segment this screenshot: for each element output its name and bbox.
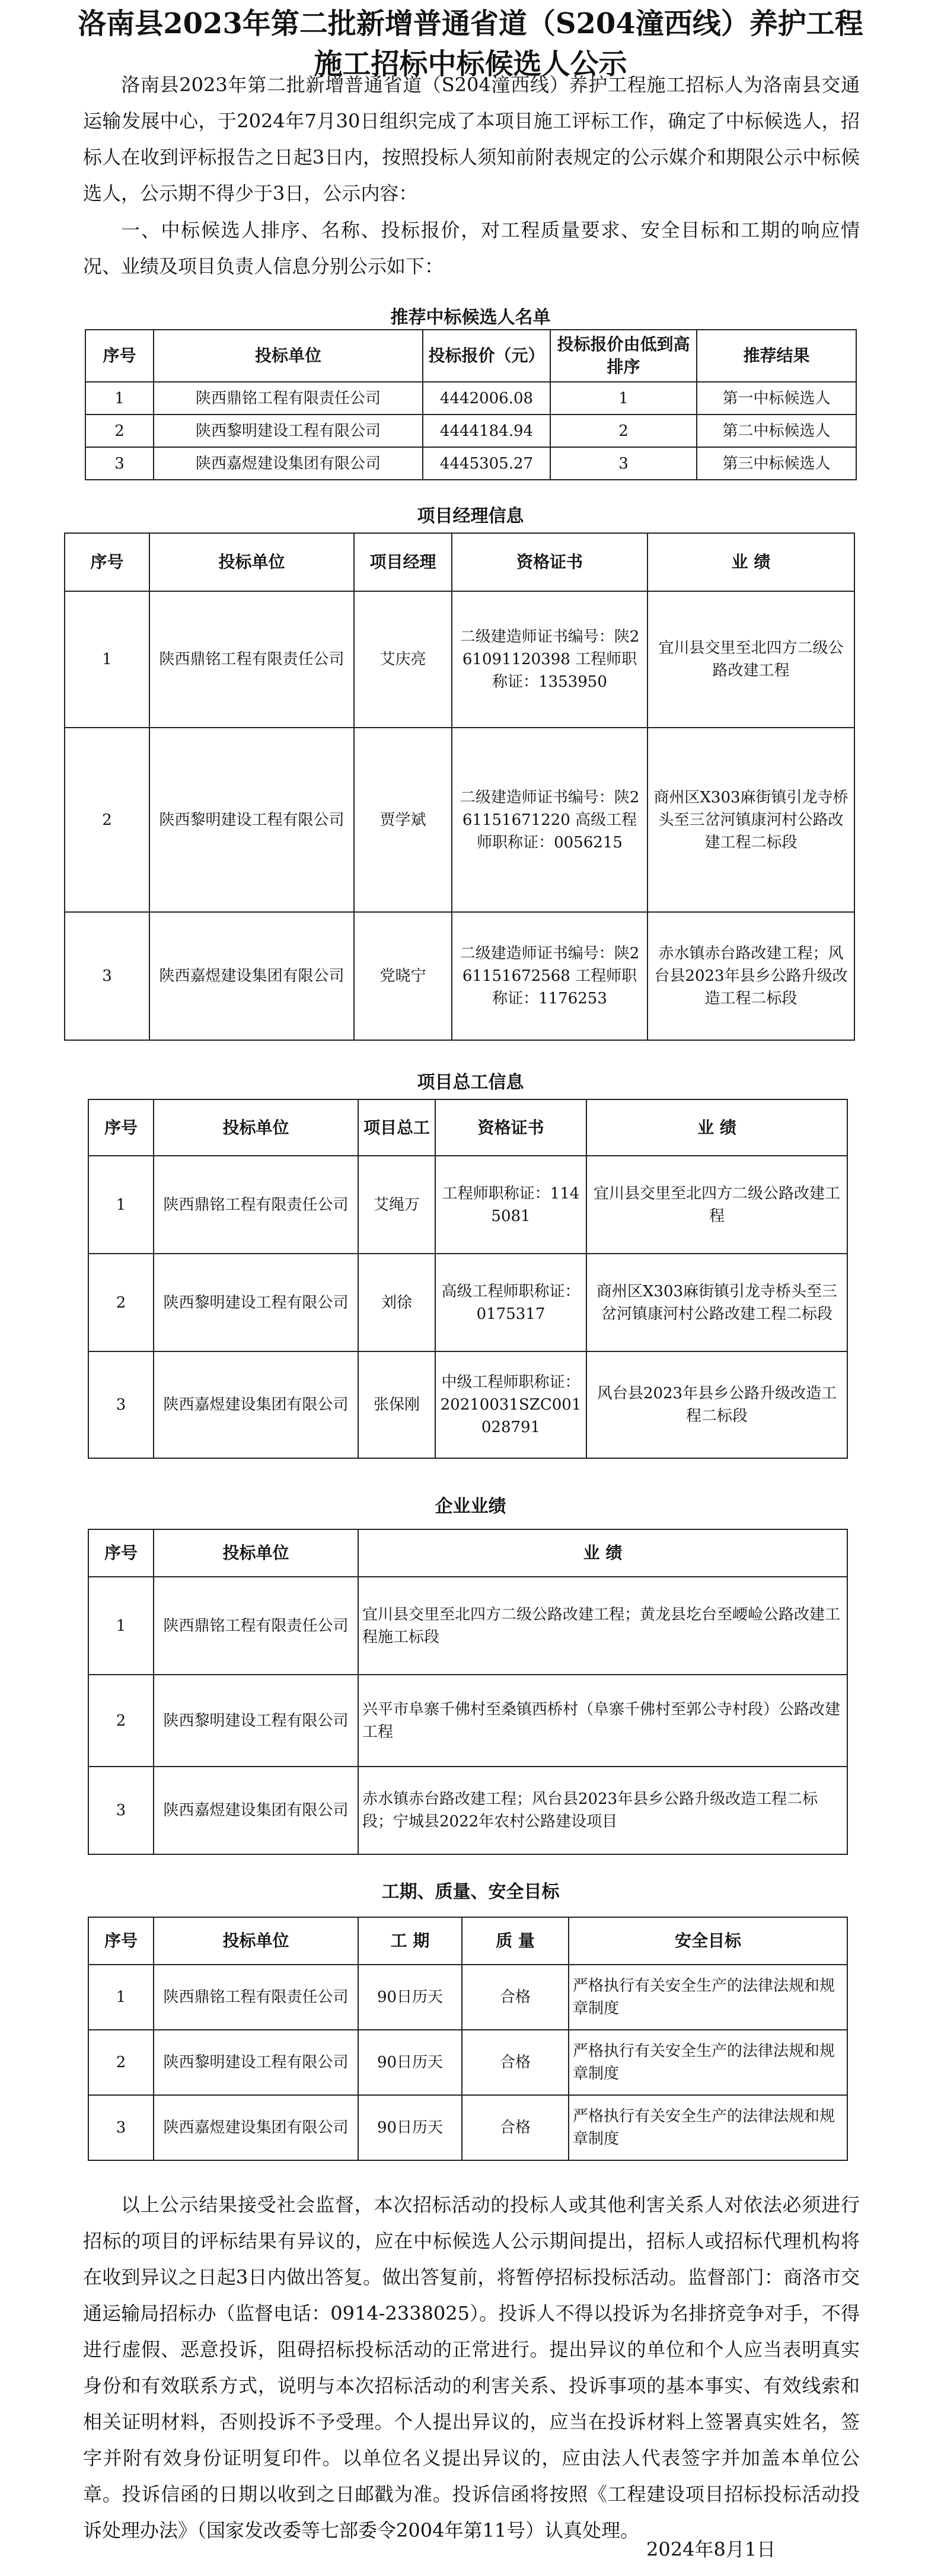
table-header-row <box>88 1917 847 1965</box>
table-cell: 商州区X303麻街镇引龙寺桥头至三岔河镇康河村公路改建工程二标段 <box>586 1254 847 1351</box>
table-cell: 兴平市阜寨千佛村至桑镇西桥村（阜寨千佛村至郭公寺村段）公路改建工程 <box>358 1675 847 1767</box>
col-header: 安全目标 <box>569 1917 847 1965</box>
table-cell: 陕西鼎铭工程有限责任公司 <box>149 591 354 728</box>
table-cell: 1 <box>85 382 154 415</box>
chief-engineer-table <box>88 1099 848 1459</box>
table-row <box>88 1767 847 1854</box>
table-cell: 2 <box>85 415 154 447</box>
table-cell: 2 <box>88 2030 154 2095</box>
table-cell: 二级建造师证书编号：陕261151672568 工程师职称证：1176253 <box>452 912 647 1040</box>
table-cell: 1 <box>88 1156 154 1254</box>
table-row <box>88 1351 847 1458</box>
candidate-table <box>85 329 857 480</box>
col-header: 资格证书 <box>452 533 647 591</box>
table-cell: 赤水镇赤台路改建工程；风台县2023年县乡公路升级改造工程二标段；宁城县2022年农村公路建设项目 <box>358 1767 847 1854</box>
table-cell: 第三中标候选人 <box>697 447 856 480</box>
col-header: 投标单位 <box>154 1099 358 1156</box>
table-cell: 二级建造师证书编号：陕261151671220 高级工程师职称证：0056215 <box>452 728 647 912</box>
table-cell: 4444184.94 <box>423 415 550 447</box>
table-cell: 刘徐 <box>358 1254 435 1351</box>
col-header: 序号 <box>88 1099 154 1156</box>
intro-paragraph-2: 一、中标候选人排序、名称、投标报价，对工程质量要求、安全目标和工期的响应情况、业绩及项目负责人信息分别公示如下： <box>83 219 860 278</box>
table-cell: 贾学斌 <box>354 728 452 912</box>
table-cell: 陕西嘉煜建设集团有限公司 <box>154 447 423 480</box>
col-header: 投标单位 <box>154 330 423 382</box>
table-cell: 严格执行有关安全生产的法律法规和规章制度 <box>569 2095 847 2160</box>
table-row <box>88 1965 847 2030</box>
table-cell: 二级建造师证书编号：陕261091120398 工程师职称证：1353950 <box>452 591 647 728</box>
table-cell: 90日历天 <box>358 2095 462 2160</box>
table-cell: 2 <box>88 1254 154 1351</box>
table-cell: 陕西鼎铭工程有限责任公司 <box>154 1156 358 1254</box>
table-row <box>85 415 856 447</box>
table-cell: 3 <box>88 1351 154 1458</box>
table-cell: 1 <box>88 1965 154 2030</box>
table5-caption: 工期、质量、安全目标 <box>381 1882 560 1902</box>
col-header: 投标报价（元） <box>423 330 550 382</box>
table-cell: 宜川县交里至北四方二级公路改建工程 <box>586 1156 847 1254</box>
col-header: 工 期 <box>358 1917 462 1965</box>
col-header: 业 绩 <box>647 533 854 591</box>
table-cell: 第二中标候选人 <box>697 415 856 447</box>
table-cell: 严格执行有关安全生产的法律法规和规章制度 <box>569 1965 847 2030</box>
table-cell: 陕西黎明建设工程有限公司 <box>149 728 354 912</box>
table-cell: 陕西黎明建设工程有限公司 <box>154 2030 358 2095</box>
table-cell: 合格 <box>462 2095 569 2160</box>
schedule-quality-safety-table <box>88 1917 848 2161</box>
col-header: 业 绩 <box>586 1099 847 1156</box>
col-header: 投标报价由低到高排序 <box>550 330 697 382</box>
manager-table <box>64 533 855 1041</box>
table-cell: 陕西嘉煜建设集团有限公司 <box>149 912 354 1040</box>
table-cell: 陕西黎明建设工程有限公司 <box>154 415 423 447</box>
table-cell: 陕西鼎铭工程有限责任公司 <box>154 1577 358 1675</box>
page-title-line1: 洛南县2023年第二批新增普通省道（S204潼西线）养护工程 <box>78 7 863 40</box>
table-row <box>65 591 854 728</box>
table-cell: 宜川县交里至北四方二级公路改建工程 <box>647 591 854 728</box>
table-cell: 1 <box>65 591 149 728</box>
table-cell: 第一中标候选人 <box>697 382 856 415</box>
table-cell: 张保刚 <box>358 1351 435 1458</box>
table-cell: 2 <box>65 728 149 912</box>
table-cell: 党晓宁 <box>354 912 452 1040</box>
table-cell: 1 <box>88 1577 154 1675</box>
col-header: 资格证书 <box>435 1099 586 1156</box>
col-header: 序号 <box>85 330 154 382</box>
col-header: 序号 <box>88 1917 154 1965</box>
table-cell: 风台县2023年县乡公路升级改造工程二标段 <box>586 1351 847 1458</box>
table-cell: 3 <box>88 1767 154 1854</box>
col-header: 项目经理 <box>354 533 452 591</box>
notice-date: 2024年8月1日 <box>646 2538 776 2561</box>
table-cell: 陕西嘉煜建设集团有限公司 <box>154 1351 358 1458</box>
col-header: 业 绩 <box>358 1529 847 1577</box>
table-row <box>88 1577 847 1675</box>
table-cell: 艾庆亮 <box>354 591 452 728</box>
table2-caption: 项目经理信息 <box>417 506 524 527</box>
intro-paragraph: 洛南县2023年第二批新增普通省道（S204潼西线）养护工程施工招标人为洛南县交通运输发展中心，于2024年7月30日组织完成了本项目施工评标工作，确定了中标候选人，招标人在收到评标报告之日起3日内，按照投标人须知前附表规定的公示媒介和期限公示中标候选人，公示期不得少于3日，公示内容： <box>83 74 860 205</box>
table-cell: 3 <box>550 447 697 480</box>
page-title-line2: 施工招标中标候选人公示 <box>314 47 627 81</box>
table-row <box>88 1675 847 1767</box>
table-row <box>65 728 854 912</box>
table-cell: 合格 <box>462 1965 569 2030</box>
table-header-row <box>65 533 854 591</box>
table-cell: 3 <box>65 912 149 1040</box>
table-cell: 严格执行有关安全生产的法律法规和规章制度 <box>569 2030 847 2095</box>
table-cell: 工程师职称证：1145081 <box>435 1156 586 1254</box>
table-cell: 4445305.27 <box>423 447 550 480</box>
table-row <box>88 2030 847 2095</box>
col-header: 投标单位 <box>154 1529 358 1577</box>
col-header: 序号 <box>88 1529 154 1577</box>
table-cell: 中级工程师职称证：20210031SZC001028791 <box>435 1351 586 1458</box>
table-cell: 陕西鼎铭工程有限责任公司 <box>154 1965 358 2030</box>
table-cell: 合格 <box>462 2030 569 2095</box>
table-row <box>88 2095 847 2160</box>
table-cell: 4442006.08 <box>423 382 550 415</box>
col-header: 序号 <box>65 533 149 591</box>
table-cell: 陕西嘉煜建设集团有限公司 <box>154 2095 358 2160</box>
closing-paragraph: 以上公示结果接受社会监督，本次招标活动的投标人或其他利害关系人对依法必须进行招标的项目的评标结果有异议的，应在中标候选人公示期间提出，招标人或招标代理机构将在收到异议之日起3日内做出答复。做出答复前，将暂停招标投标活动。监督部门：商洛市交通运输局招标办（监督电话：0914-2338025）。投诉人不得以投诉为名排挤竞争对手，不得进行虚假、恶意投诉，阻碍招标投标活动的正常进行。提出异议的单位和个人应当表明真实身份和有效联系方式，说明与本次招标活动的利害关系、投诉事项的基本事实、有效线索和相关证明材料，否则投诉不予受理。个人提出异议的，应当在投诉材料上签署真实姓名，签字并附有效身份证明复印件。以单位名义提出异议的，应由法人代表签字并加盖本单位公章。投诉信函的日期以收到之日邮戳为准。投诉信函将按照《工程建设项目招标投标活动投诉处理办法》（国家发改委等七部委令2004年第11号）认真处理。 <box>83 2194 860 2542</box>
table-cell: 3 <box>88 2095 154 2160</box>
table-cell: 陕西嘉煜建设集团有限公司 <box>154 1767 358 1854</box>
table-cell: 商州区X303麻街镇引龙寺桥头至三岔河镇康河村公路改建工程二标段 <box>647 728 854 912</box>
table-row <box>88 1156 847 1254</box>
table-cell: 高级工程师职称证：0175317 <box>435 1254 586 1351</box>
table-row <box>88 1254 847 1351</box>
table-row <box>65 912 854 1040</box>
table-cell: 陕西鼎铭工程有限责任公司 <box>154 382 423 415</box>
table-header-row <box>88 1529 847 1577</box>
table-row <box>85 382 856 415</box>
table-row <box>85 447 856 480</box>
table-cell: 2 <box>88 1675 154 1767</box>
table3-caption: 项目总工信息 <box>417 1072 524 1093</box>
col-header: 投标单位 <box>149 533 354 591</box>
company-performance-table <box>88 1529 848 1855</box>
table1-caption: 推荐中标候选人名单 <box>390 307 551 328</box>
table-cell: 90日历天 <box>358 1965 462 2030</box>
table-cell: 宜川县交里至北四方二级公路改建工程；黄龙县圪台至崾崄公路改建工程施工标段 <box>358 1577 847 1675</box>
table-cell: 90日历天 <box>358 2030 462 2095</box>
col-header: 推荐结果 <box>697 330 856 382</box>
col-header: 质 量 <box>462 1917 569 1965</box>
table-cell: 赤水镇赤台路改建工程；风台县2023年县乡公路升级改造工程二标段 <box>647 912 854 1040</box>
table-cell: 3 <box>85 447 154 480</box>
col-header: 投标单位 <box>154 1917 358 1965</box>
table-cell: 陕西黎明建设工程有限公司 <box>154 1675 358 1767</box>
table-cell: 2 <box>550 415 697 447</box>
col-header: 项目总工 <box>358 1099 435 1156</box>
table4-caption: 企业业绩 <box>435 1496 506 1517</box>
table-cell: 艾绳万 <box>358 1156 435 1254</box>
table-header-row <box>85 330 856 382</box>
table-header-row <box>88 1099 847 1156</box>
table-cell: 1 <box>550 382 697 415</box>
table-cell: 陕西黎明建设工程有限公司 <box>154 1254 358 1351</box>
